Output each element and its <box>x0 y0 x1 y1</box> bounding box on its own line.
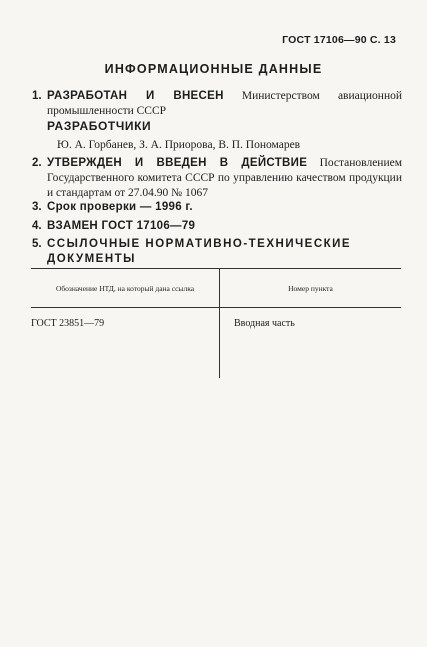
table-row <box>31 308 401 379</box>
info-item-1 <box>32 89 402 119</box>
info-item-2 <box>32 156 402 201</box>
item-number: 1. <box>32 90 42 102</box>
cell-document: ГОСТ 23851—79 <box>31 308 220 379</box>
item-lead: РАЗРАБОТАН И ВНЕСЕН <box>47 90 224 102</box>
item-lead: Срок проверки — 1996 г. <box>47 201 193 213</box>
item-number: 3. <box>32 201 42 213</box>
item-text: Министерством авиационной промышленности СССР <box>47 90 403 117</box>
info-item-4 <box>32 219 402 234</box>
reference-table <box>31 268 401 378</box>
item-lead: ВЗАМЕН ГОСТ 17106—79 <box>47 220 196 232</box>
item-text: Постановлением Государственного комитета СССР по управлению качеством продукции и стандартам от 27.04.90 № 1067 <box>47 157 402 199</box>
item-lead: УТВЕРЖДЕН И ВВЕДЕН В ДЕЙСТВИЕ <box>47 157 308 169</box>
item-lead: ССЫЛОЧНЫЕ НОРМАТИВНО-ТЕХНИЧЕСКИЕ ДОКУМЕНТЫ <box>47 238 352 265</box>
table-header-row <box>31 269 401 308</box>
cell-clause: Вводная часть <box>234 318 295 329</box>
page-title: ИНФОРМАЦИОННЫЕ ДАННЫЕ <box>104 62 323 76</box>
column-header-document: Обозначение НТД, на который дана ссылка <box>31 269 220 308</box>
developers-names: Ю. А. Горбанев, З. А. Приорова, В. П. Пономарев <box>57 139 301 151</box>
item-number: 5. <box>32 238 42 250</box>
item-number: 4. <box>32 220 42 232</box>
info-item-3 <box>32 200 402 215</box>
info-item-5 <box>32 237 382 267</box>
column-header-clause: Номер пункта <box>220 269 402 308</box>
developers-heading: РАЗРАБОТЧИКИ <box>47 119 152 133</box>
item-number: 2. <box>32 157 42 169</box>
page-header-ref: ГОСТ 17106—90 С. 13 <box>282 34 396 46</box>
